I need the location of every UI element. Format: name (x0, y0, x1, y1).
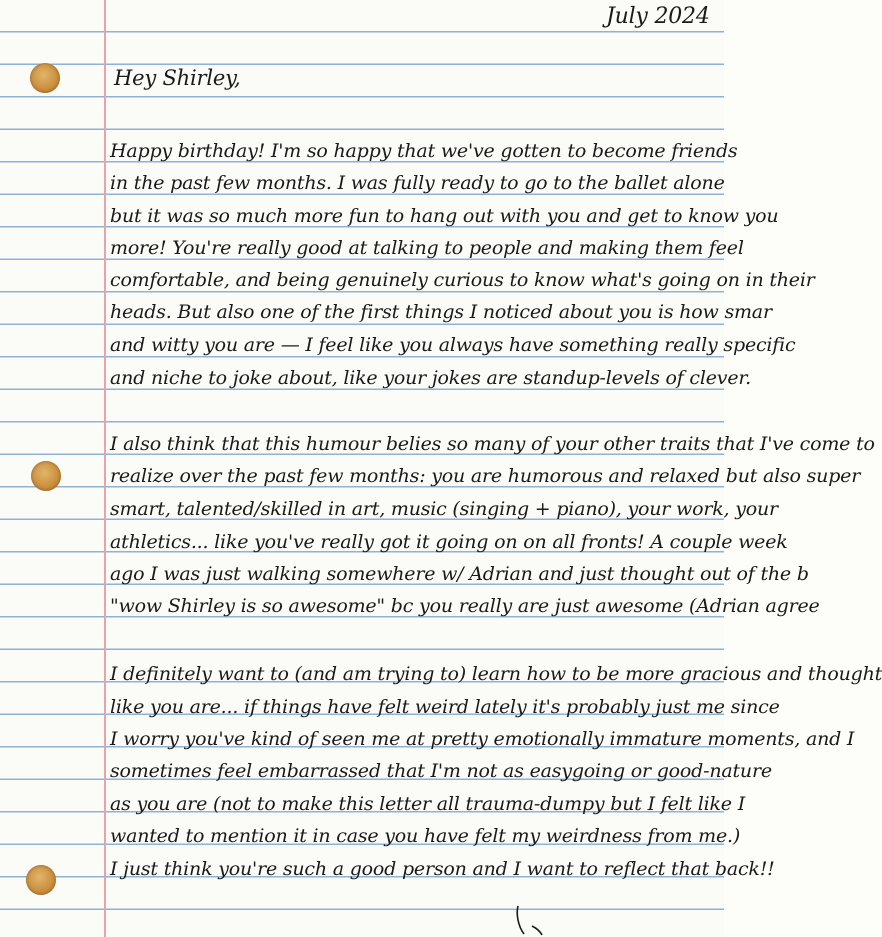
letter-line: athletics... like you've really got it going on on all fronts! A couple week (110, 531, 788, 553)
letter-line: in the past few months. I was fully ready to go to the ballet alone (110, 172, 725, 194)
letter-line: I just think you're such a good person and I want to reflect that back!! (110, 858, 775, 880)
letter-line: comfortable, and being genuinely curious to know what's going on in their (110, 269, 815, 291)
letter-line: like you are... if things have felt weird lately it's probably just me since (110, 696, 780, 718)
letter-line: realize over the past few months: you are humorous and relaxed but also super (110, 465, 861, 487)
binder-hole (26, 865, 56, 895)
letter-line: heads. But also one of the first things I noticed about you is how smar (110, 301, 772, 323)
letter-line: smart, talented/skilled in art, music (singing + piano), your work, your (110, 498, 778, 520)
letter-line: and niche to joke about, like your jokes are standup-levels of clever. (110, 367, 751, 389)
margin-line (104, 0, 106, 937)
letter-line: "wow Shirley is so awesome" bc you really are just awesome (Adrian agree (110, 595, 820, 617)
letter-line: I worry you've kind of seen me at pretty emotionally immature moments, and I (110, 728, 855, 750)
pen-stroke-mark (510, 904, 550, 937)
letter-line: Happy birthday! I'm so happy that we've gotten to become friends (110, 140, 738, 162)
letter-line: ago I was just walking somewhere w/ Adrian and just thought out of the b (110, 563, 809, 585)
letter-line: more! You're really good at talking to people and making them feel (110, 237, 744, 259)
letter-line: as you are (not to make this letter all trauma-dumpy but I felt like I (110, 793, 745, 815)
binder-hole (31, 461, 61, 491)
letter-line: but it was so much more fun to hang out with you and get to know you (110, 205, 779, 227)
letter-date: July 2024 (606, 4, 710, 29)
binder-hole (30, 63, 60, 93)
letter-line: I also think that this humour belies so many of your other traits that I've come to (110, 433, 875, 455)
letter-line: sometimes feel embarrassed that I'm not as easygoing or good-nature (110, 760, 772, 782)
letter-line: and witty you are — I feel like you always have something really specific (110, 334, 796, 356)
letter-line: wanted to mention it in case you have felt my weirdness from me.) (110, 825, 741, 847)
letter-line: I definitely want to (and am trying to) learn how to be more gracious and thought (110, 663, 882, 685)
letter-salutation: Hey Shirley, (114, 66, 241, 90)
